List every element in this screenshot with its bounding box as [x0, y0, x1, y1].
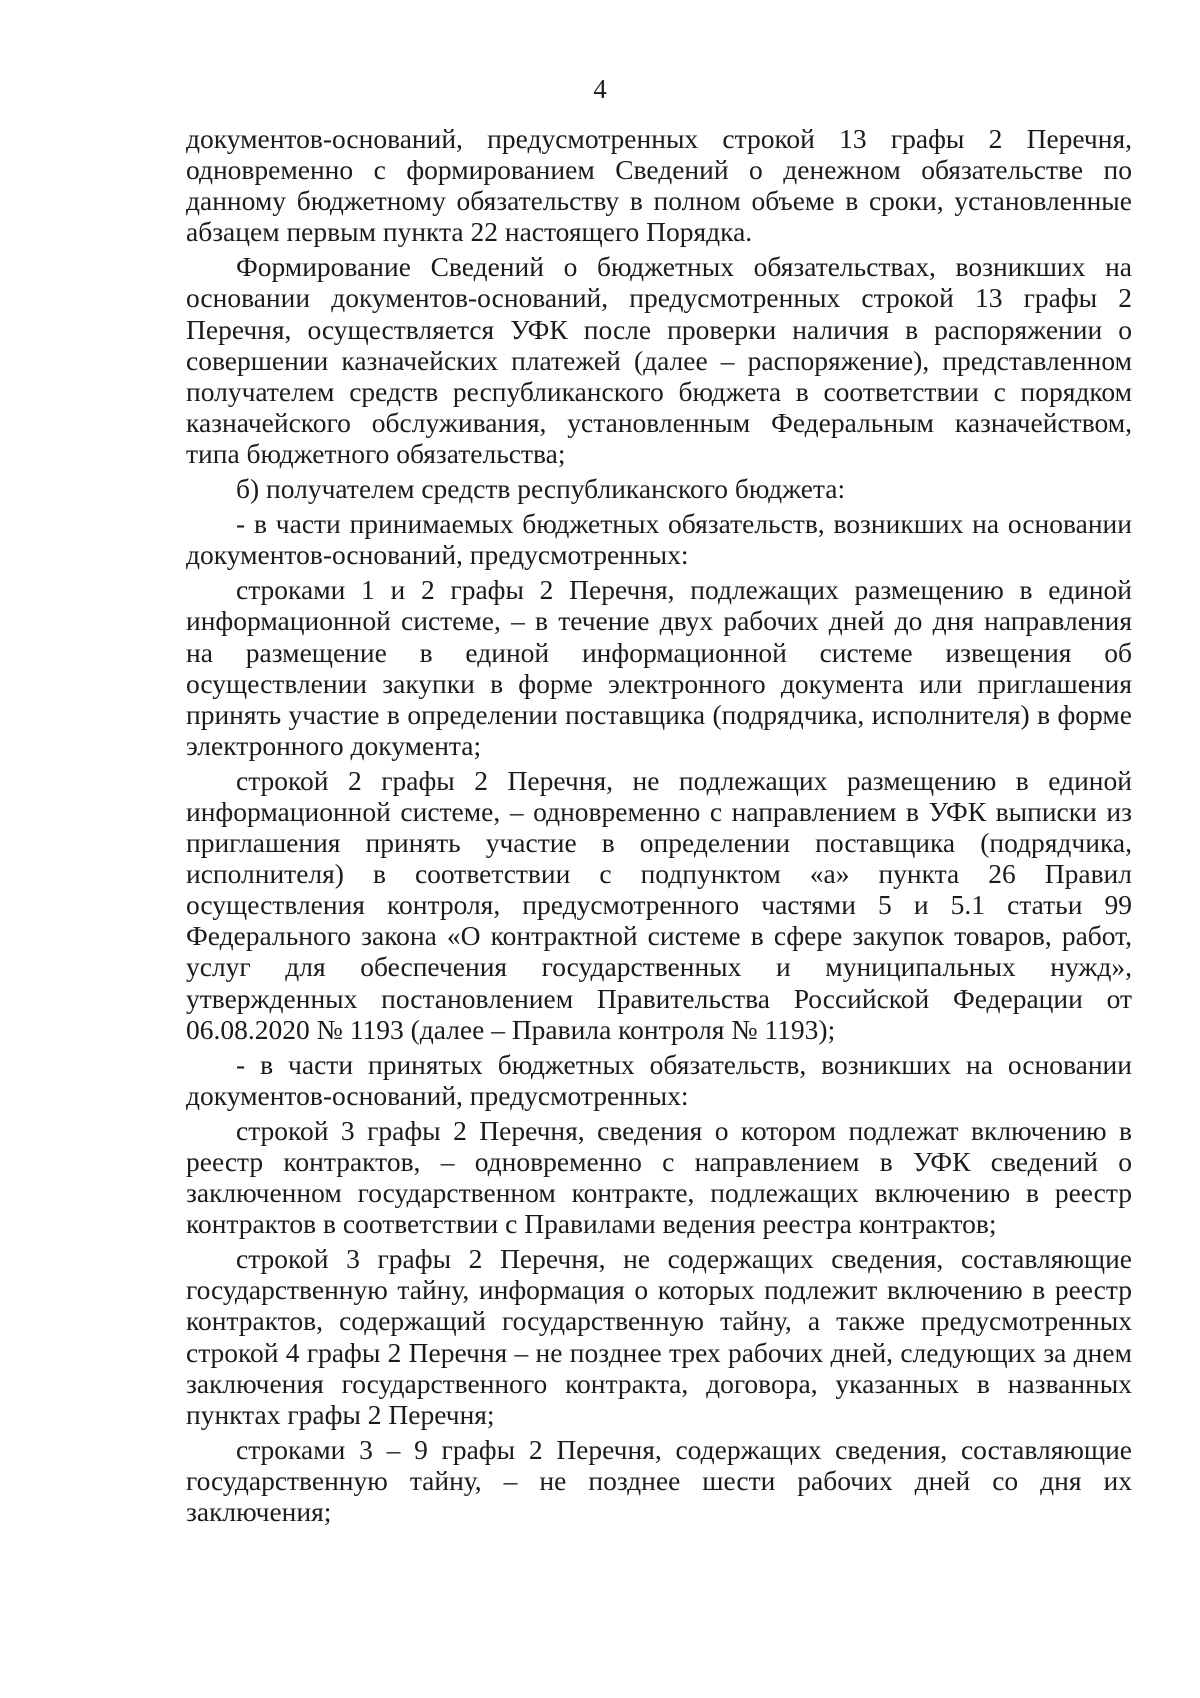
- paragraph-row-3-4: строкой 3 графы 2 Перечня, не содержащих сведения, составляющие государственную тайну, информация о которых подлежит включению в реестр контрактов, содержащий государственную тайну, а также предусмотренных строкой 4 графы 2 Перечня – не позднее трех рабочих дней, следующих за днем заключения государственного контракта, договора, указанных в названных пунктах графы 2 Перечня;: [186, 1243, 1132, 1430]
- paragraph-continuation: документов-оснований, предусмотренных строкой 13 графы 2 Перечня, одновременно с формированием Сведений о денежном обязательстве по данному бюджетному обязательству в полном объеме в сроки, установленные абзацем первым пункта 22 настоящего Порядка.: [186, 123, 1132, 248]
- page-number: 4: [593, 74, 607, 104]
- paragraph-taken-obligations: - в части принятых бюджетных обязательств, возникших на основании документов-оснований, предусмотренных:: [186, 1048, 1132, 1111]
- paragraph-subitem-b: б) получателем средств республиканского бюджета:: [236, 473, 846, 505]
- paragraph-rows-3-9: строками 3 – 9 графы 2 Перечня, содержащих сведения, составляющие государственную тайну, – не позднее шести рабочих дней со дня их заключения;: [186, 1433, 1132, 1528]
- paragraph-accepted-obligations: - в части принимаемых бюджетных обязательств, возникших на основании документов-оснований, предусмотренных:: [186, 508, 1132, 571]
- paragraph-row-3-registry: строкой 3 графы 2 Перечня, сведения о котором подлежат включению в реестр контрактов, – одновременно с направлением в УФК сведений о заключенном государственном контракте, подлежащих включению в реестр контрактов в соответствии с Правилами ведения реестра контрактов;: [186, 1114, 1132, 1240]
- paragraph-rows-1-2: строками 1 и 2 графы 2 Перечня, подлежащих размещению в единой информационной системе, – в течение двух рабочих дней до дня направления на размещение в единой информационной системе извещения об осуществлении закупки в форме электронного документа или приглашения принять участие в определении поставщика (подрядчика, исполнителя) в форме электронного документа;: [186, 574, 1132, 761]
- paragraph-ufk-formation: Формирование Сведений о бюджетных обязательствах, возникших на основании документов-оснований, предусмотренных строкой 13 графы 2 Перечня, осуществляется УФК после проверки наличия в распоряжении о совершении казначейских платежей (далее – распоряжение), представленном получателем средств республиканского бюджета в соответствии с порядком казначейского обслуживания, установленным Федеральным казначейством, типа бюджетного обязательства;: [186, 251, 1132, 469]
- paragraph-row-2: строкой 2 графы 2 Перечня, не подлежащих размещению в единой информационной системе, – одновременно с направлением в УФК выписки из приглашения принять участие в определении поставщика (подрядчика, исполнителя) в соответствии с подпунктом «а» пункта 26 Правил осуществления контроля, предусмотренного частями 5 и 5.1 статьи 99 Федерального закона «О контрактной системе в сфере закупок товаров, работ, услуг для обеспечения государственных и муниципальных нужд», утвержденных постановлением Правительства Российской Федерации от 06.08.2020 № 1193 (далее – Правила контроля № 1193);: [186, 764, 1132, 1045]
- document-body: [186, 123, 1132, 1531]
